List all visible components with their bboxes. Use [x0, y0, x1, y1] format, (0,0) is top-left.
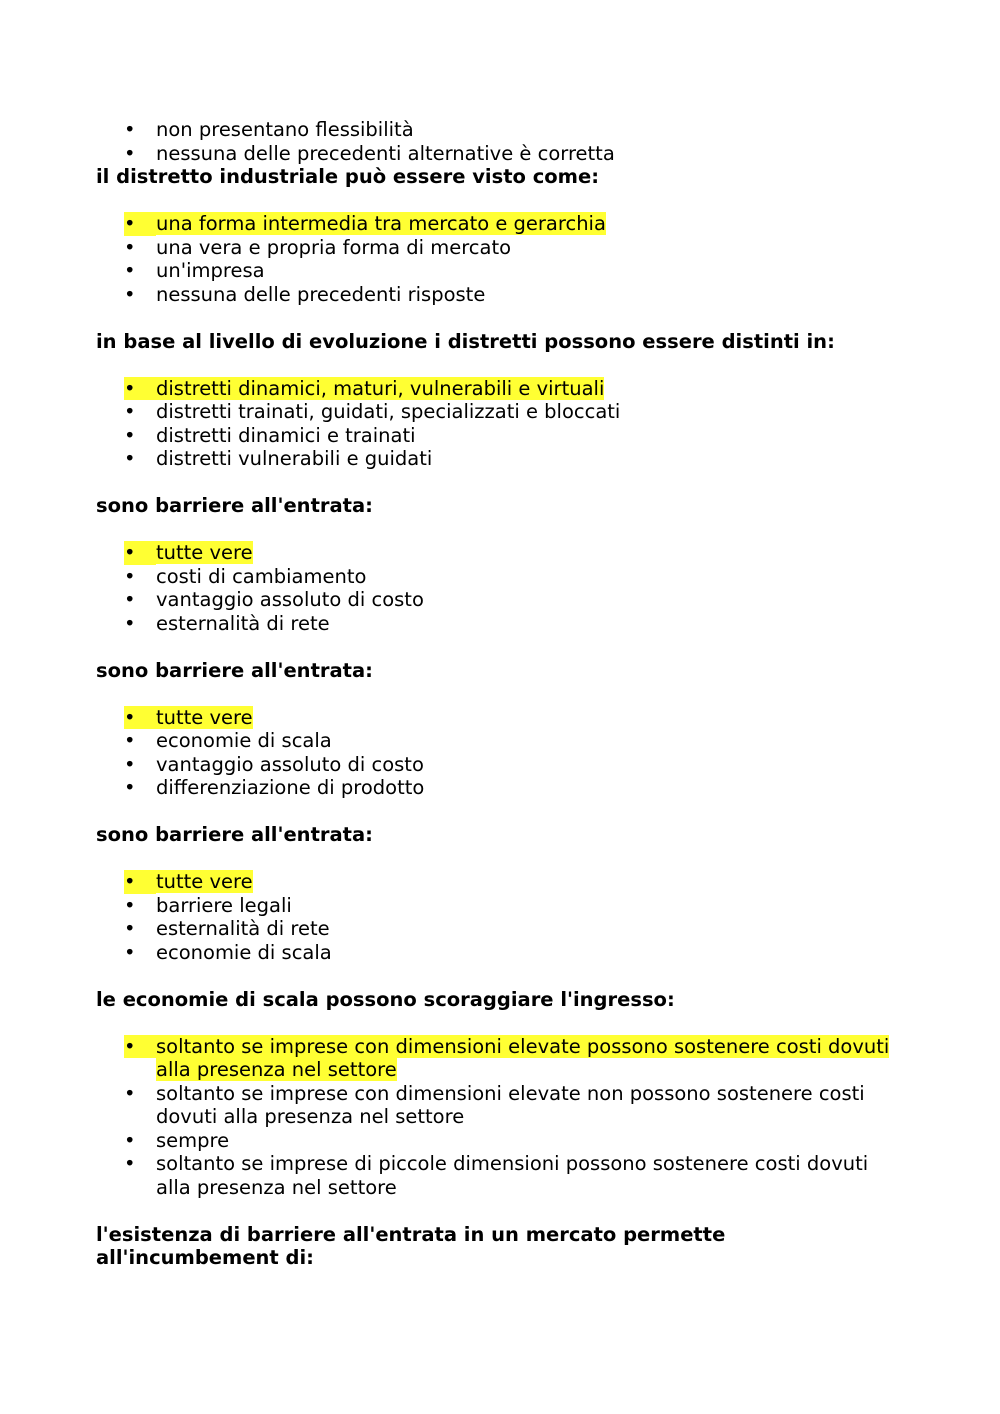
option-text: esternalità di rete — [156, 611, 330, 635]
option-text: economie di scala — [156, 729, 332, 752]
answer-option — [96, 118, 906, 142]
question-heading: le economie di scala possono scoraggiare l'ingresso: — [96, 987, 675, 1011]
answer-option — [96, 400, 906, 424]
question-block — [96, 659, 906, 800]
question-heading: il distretto industriale può essere visto come: — [96, 165, 600, 188]
bullet-icon: • — [124, 447, 136, 470]
bullet-icon: • — [124, 917, 136, 940]
option-text: sempre — [156, 1128, 230, 1152]
option-text: distretti dinamici e trainati — [156, 423, 416, 447]
option-text: tutte vere — [156, 705, 253, 729]
bullet-icon: • — [124, 588, 136, 611]
bullet-icon: • — [124, 141, 136, 165]
option-text: tutte vere — [156, 541, 253, 564]
bullet-icon: • — [124, 706, 156, 730]
question-heading: sono barriere all'entrata: — [96, 494, 373, 517]
question-block — [96, 330, 906, 471]
answer-option — [96, 894, 906, 918]
option-list — [96, 706, 906, 800]
option-text: distretti vulnerabili e guidati — [156, 447, 433, 470]
bullet-icon: • — [124, 1128, 136, 1152]
option-text: vantaggio assoluto di costo — [156, 752, 424, 776]
option-text: economie di scala — [156, 940, 332, 964]
bullet-icon: • — [124, 776, 136, 799]
option-list — [96, 870, 906, 964]
option-text: soltanto se imprese di piccole dimensioni possono sostenere costi dovuti alla presenza nel settore — [156, 1152, 869, 1199]
question-block — [96, 1223, 906, 1270]
answer-option-highlighted — [96, 541, 906, 565]
question-heading: in base al livello di evoluzione i distretti possono essere distinti in: — [96, 329, 835, 353]
option-text: barriere legali — [156, 893, 292, 917]
question-heading: sono barriere all'entrata: — [96, 823, 373, 846]
question-block — [96, 988, 906, 1200]
answer-option — [96, 729, 906, 753]
bullet-icon: • — [124, 940, 136, 964]
option-text: nessuna delle precedenti alternative è corretta — [156, 141, 615, 165]
question-block — [96, 165, 906, 306]
answer-option — [96, 565, 906, 589]
option-text: tutte vere — [156, 870, 253, 893]
option-text: non presentano flessibilità — [156, 118, 414, 141]
bullet-icon: • — [124, 282, 136, 306]
answer-option — [96, 259, 906, 283]
option-text: un'impresa — [156, 259, 265, 282]
answer-option-highlighted — [96, 706, 906, 730]
bullet-icon: • — [124, 752, 136, 776]
option-text: vantaggio assoluto di costo — [156, 588, 424, 611]
bullet-icon: • — [124, 1035, 156, 1059]
answer-option — [96, 447, 906, 471]
option-text: esternalità di rete — [156, 917, 330, 940]
answer-option — [96, 917, 906, 941]
option-text: una forma intermedia tra mercato e gerarchia — [156, 212, 606, 235]
bullet-icon: • — [124, 541, 156, 565]
option-text: costi di cambiamento — [156, 564, 367, 588]
answer-option — [96, 776, 906, 800]
question-list — [96, 165, 906, 1270]
bullet-icon: • — [124, 259, 136, 282]
option-text: una vera e propria forma di mercato — [156, 235, 512, 259]
answer-option — [96, 1129, 906, 1153]
bullet-icon: • — [124, 377, 156, 401]
continued-option-list — [96, 118, 906, 165]
answer-option — [96, 753, 906, 777]
answer-option — [96, 941, 906, 965]
answer-option — [96, 1082, 906, 1129]
answer-option — [96, 588, 906, 612]
bullet-icon: • — [124, 611, 136, 635]
bullet-icon: • — [124, 893, 136, 917]
answer-option — [96, 612, 906, 636]
bullet-icon: • — [124, 1081, 136, 1105]
option-text: soltanto se imprese con dimensioni elevate possono sostenere costi dovuti alla presenza nel settore — [156, 1034, 890, 1081]
bullet-icon: • — [124, 212, 156, 236]
bullet-icon: • — [124, 870, 156, 894]
document-content — [96, 118, 906, 1293]
answer-option-highlighted — [96, 1035, 906, 1082]
option-text: distretti trainati, guidati, specializzati e bloccati — [156, 400, 621, 423]
option-text: nessuna delle precedenti risposte — [156, 282, 486, 306]
option-list — [96, 377, 906, 471]
option-list — [96, 1035, 906, 1200]
bullet-icon: • — [124, 235, 136, 259]
answer-option — [96, 1152, 906, 1199]
answer-option — [96, 236, 906, 260]
option-list — [96, 541, 906, 635]
answer-option-highlighted — [96, 377, 906, 401]
question-block — [96, 823, 906, 964]
bullet-icon: • — [124, 400, 136, 423]
answer-option — [96, 142, 906, 166]
bullet-icon: • — [124, 729, 136, 752]
option-text: soltanto se imprese con dimensioni elevate non possono sostenere costi dovuti alla presenza nel settore — [156, 1081, 865, 1128]
bullet-icon: • — [124, 1152, 136, 1175]
answer-option — [96, 283, 906, 307]
answer-option — [96, 424, 906, 448]
question-block — [96, 494, 906, 635]
question-heading: sono barriere all'entrata: — [96, 658, 373, 682]
answer-option-highlighted — [96, 870, 906, 894]
bullet-icon: • — [124, 118, 136, 141]
option-text: distretti dinamici, maturi, vulnerabili e virtuali — [156, 376, 605, 400]
option-list — [96, 212, 906, 306]
option-text: differenziazione di prodotto — [156, 776, 425, 799]
question-heading: l'esistenza di barriere all'entrata in un mercato permette all'incumbement di: — [96, 1222, 726, 1269]
bullet-icon: • — [124, 564, 136, 588]
bullet-icon: • — [124, 423, 136, 447]
answer-option-highlighted — [96, 212, 906, 236]
